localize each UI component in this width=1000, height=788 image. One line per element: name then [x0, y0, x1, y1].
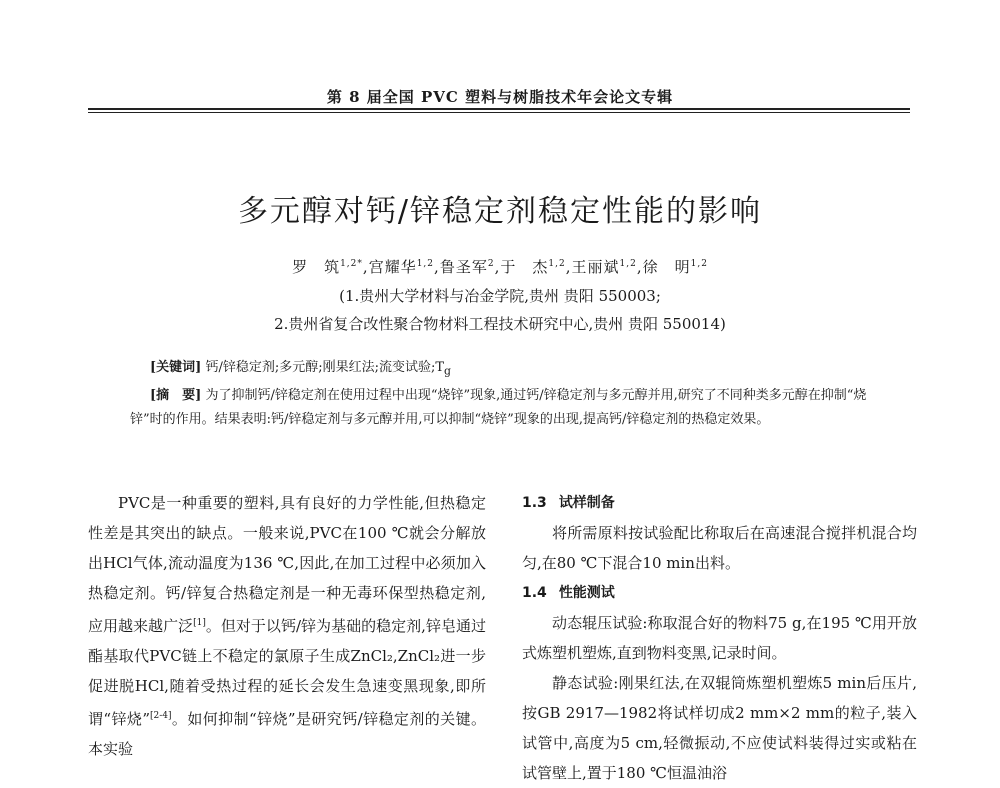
keywords-label: [关键词]	[150, 360, 202, 375]
author: 罗 筑	[292, 258, 341, 276]
section-title: 试样制备	[558, 495, 615, 511]
author-affiliation-mark: 1,2	[416, 259, 435, 269]
abstract	[130, 384, 890, 432]
keywords-subscript: g	[444, 364, 451, 378]
keywords	[150, 358, 890, 382]
author-affiliation-mark: 1,2	[690, 259, 708, 269]
author-affiliation-mark: 1,2	[548, 259, 566, 269]
running-header: 第 8 届全国 PVC 塑料与树脂技术年会论文专辑	[326, 88, 674, 106]
abstract-text: 为了抑制钙/锌稳定剂在使用过程中出现“烧锌”现象,通过钙/锌稳定剂与多元醇并用,研究了不同种类多元醇在抑制“烧锌”时的作用。结果表明:钙/锌稳定剂与多元醇并用,可以抑制“烧锌”现象的出现,提高钙/锌稳定剂的热稳定效果。	[130, 388, 867, 427]
sample-prep-paragraph: 将所需原料按试验配比称取后在高速混合搅拌机混合均匀,在80 ℃下混合10 min出料。	[522, 524, 917, 572]
section-number: 1.4	[522, 585, 547, 601]
abstract-label: [摘 要]	[150, 388, 202, 403]
intro-text: PVC是一种重要的塑料,具有良好的力学性能,但热稳定性差是其突出的缺点。一般来说,PVC在100 ℃就会分解放出HCl气体,流动温度为136 ℃,因此,在加工过程中必须加入热稳定剂。钙/锌复合热稳定剂是一种无毒环保型热稳定剂,应用越来越广泛	[88, 494, 486, 635]
section-heading-1-4	[522, 578, 917, 608]
section-number: 1.3	[522, 495, 547, 511]
citation: [2-4]	[150, 711, 172, 721]
author-affiliation-mark: 1,2*	[340, 259, 363, 269]
body-right-column	[522, 488, 917, 788]
author-affiliation-mark: 1,2	[619, 259, 637, 269]
author: 宫耀华	[368, 258, 417, 276]
intro-paragraph	[88, 488, 486, 764]
author: 徐 明	[642, 258, 691, 276]
static-test-paragraph: 静态试验:刚果红法,在双辊筒炼塑机塑炼5 min后压片,按GB 2917—1982将试样切成2 mm×2 mm的粒子,装入试管中,高度为5 cm,轻微振动,不应使试料装得过实或粘在试管壁上,置于180 ℃恒温油浴	[522, 674, 917, 782]
paper-title: 多元醇对钙/锌稳定剂稳定性能的影响	[237, 194, 763, 229]
header-rule	[88, 108, 910, 110]
citation: [1]	[193, 618, 206, 628]
body-left-column	[88, 488, 486, 764]
author: 鲁圣军	[439, 258, 488, 276]
keywords-text: 钙/锌稳定剂;多元醇;刚果红法;流变试验;T	[205, 360, 445, 375]
author: 于 杰	[500, 258, 549, 276]
header-rule-thin	[88, 112, 910, 113]
author-affiliation-mark: 2	[487, 259, 495, 269]
section-title: 性能测试	[558, 585, 615, 601]
affiliation-1: (1.贵州大学材料与冶金学院,贵州 贵阳 550003;	[339, 287, 661, 305]
section-heading-1-3	[522, 488, 917, 518]
dynamic-test-paragraph: 动态辊压试验:称取混合好的物料75 g,在195 ℃用开放式炼塑机塑炼,直到物料变黑,记录时间。	[522, 614, 917, 662]
intro-text: 。但对于以钙/锌为基础的稳定剂,锌皂通过酯基取代PVC链上不稳定的氯原子生成ZnCl₂,ZnCl₂进一步促进脱HCl,随着受热过程的延长会发生急速变黑现象,即所谓“锌烧”	[88, 617, 486, 728]
intro-text: 。如何抑制“锌烧”是研究钙/锌稳定剂的关键。本实验	[88, 710, 486, 758]
affiliation-2: 2.贵州省复合改性聚合物材料工程技术研究中心,贵州 贵阳 550014)	[274, 315, 726, 333]
author-list: 罗 筑$^{1,2*}$,宫耀华$^{1,2}$,鲁圣军$^2$,于 杰$^{1,2}$,王丽斌$^{1,2}$,徐 明$^{1,2}$	[292, 258, 708, 276]
author: 王丽斌	[571, 258, 620, 276]
